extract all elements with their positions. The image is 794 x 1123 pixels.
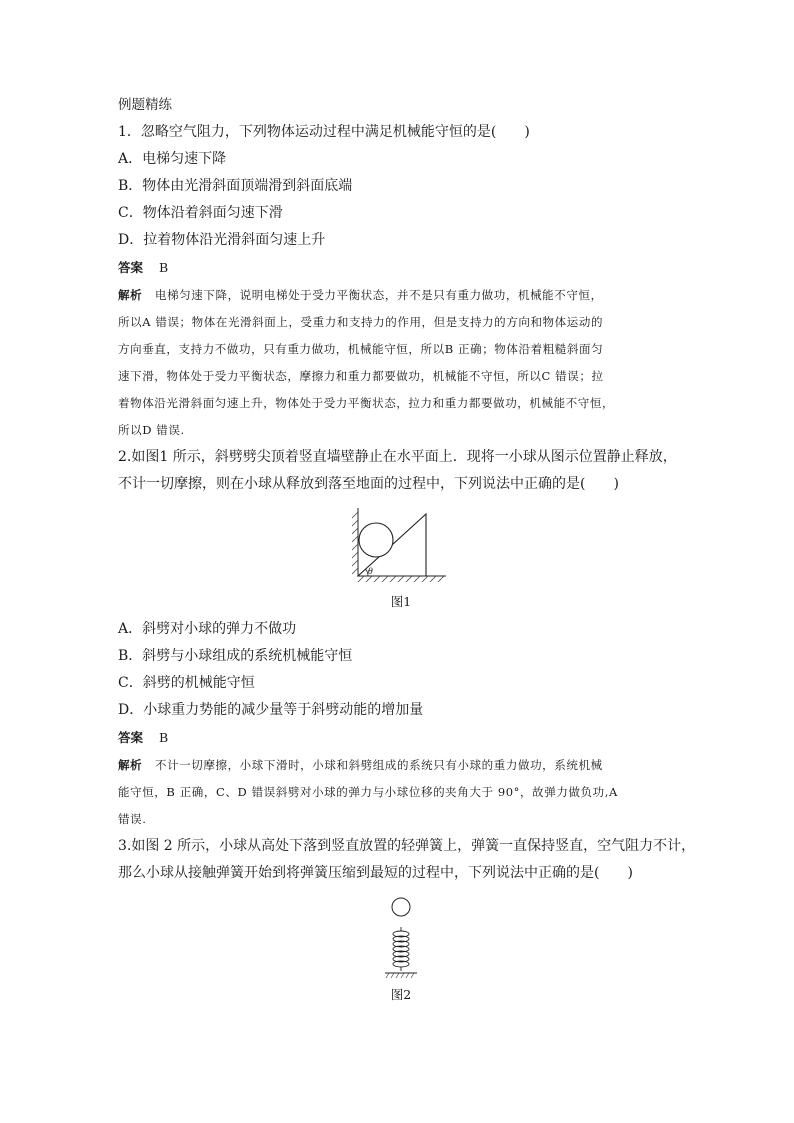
analysis-label: 解析 (118, 758, 143, 772)
analysis-line: 错误. (118, 812, 147, 826)
question-2-option-d: D．小球重力势能的减少量等于斜劈动能的增加量 (118, 702, 424, 718)
question-1-answer (118, 254, 684, 282)
spring (393, 927, 409, 971)
answer-label: 答案 (118, 260, 144, 275)
question-2-option-b: B．斜劈与小球组成的系统机械能守恒 (118, 648, 353, 664)
falling-ball (392, 898, 410, 916)
question-1-analysis (118, 282, 684, 444)
question-3 (118, 833, 696, 1005)
question-1-option-a: A．电梯匀速下降 (118, 151, 227, 167)
answer-label: 答案 (118, 730, 144, 745)
section-title: 例题精练 (118, 97, 172, 113)
question-2 (118, 444, 684, 833)
analysis-line: 速下滑，物体处于受力平衡状态，摩擦力和重力都要做功，机械能不守恒，所以C 错误；拉 (118, 369, 604, 383)
angle-label: θ (368, 567, 373, 576)
answer-value: B (159, 260, 169, 275)
figure-1-caption: 图1 (390, 594, 412, 609)
question-3-stem-line: 3.如图 2 所示，小球从高处下落到竖直放置的轻弹簧上，弹簧一直保持竖直，空气阻力不计， (118, 838, 696, 854)
question-2-stem-line: 2.如图1 所示，斜劈劈尖顶着竖直墙壁静止在水平面上．现将一小球从图示位置静止释放， (118, 449, 677, 465)
question-1-option-d: D．拉着物体沿光滑斜面匀速上升 (118, 232, 326, 248)
analysis-text: 不计一切摩擦，小球下滑时，小球和斜劈组成的系统只有小球的重力做功，系统机械 (154, 758, 603, 772)
analysis-line: 方向垂直，支持力不做功，只有重力做功，机械能守恒，所以B 正确；物体沿着粗糙斜面匀 (118, 342, 604, 356)
analysis-text: 电梯匀速下降，说明电梯处于受力平衡状态，并不是只有重力做功，机械能不守恒， (154, 288, 603, 302)
analysis-line: 所以D 错误. (118, 423, 185, 437)
figure-2-caption: 图2 (390, 987, 412, 1002)
question-1-stem: 1．忽略空气阻力，下列物体运动过程中满足机械能守恒的是( ) (118, 124, 530, 140)
question-2-stem-line: 不计一切摩擦，则在小球从释放到落至地面的过程中，下列说法中正确的是( ) (118, 476, 619, 492)
document-page (118, 92, 696, 1005)
figure-2 (118, 897, 684, 1005)
question-1 (118, 119, 684, 444)
figure-1 (118, 504, 684, 612)
ball (359, 523, 393, 557)
question-2-answer (118, 724, 684, 752)
analysis-label: 解析 (118, 288, 143, 302)
analysis-line (118, 752, 684, 779)
question-1-option-b: B．物体由光滑斜面顶端滑到斜面底端 (118, 178, 353, 194)
question-2-option-c: C．斜劈的机械能守恒 (118, 675, 255, 691)
question-2-option-a: A．斜劈对小球的弹力不做功 (118, 621, 297, 637)
question-3-stem-line: 那么小球从接触弹簧开始到将弹簧压缩到最短的过程中，下列说法中正确的是( ) (118, 865, 633, 881)
wedge-ball-diagram (346, 504, 456, 588)
analysis-line: 所以A 错误；物体在光滑斜面上，受重力和支持力的作用，但是支持力的方向和物体运动的 (118, 315, 604, 329)
analysis-line (118, 282, 684, 309)
analysis-line: 着物体沿光滑斜面匀速上升，物体处于受力平衡状态，拉力和重力都要做功，机械能不守恒， (118, 396, 615, 410)
analysis-line: 能守恒，B 正确，C、D 错误斜劈对小球的弹力与小球位移的夹角大于 90°，故弹力做负功,A (118, 785, 618, 799)
answer-value: B (159, 730, 169, 745)
question-2-analysis (118, 752, 684, 833)
question-1-option-c: C．物体沿着斜面匀速下滑 (118, 205, 283, 221)
ball-spring-diagram (381, 897, 421, 981)
